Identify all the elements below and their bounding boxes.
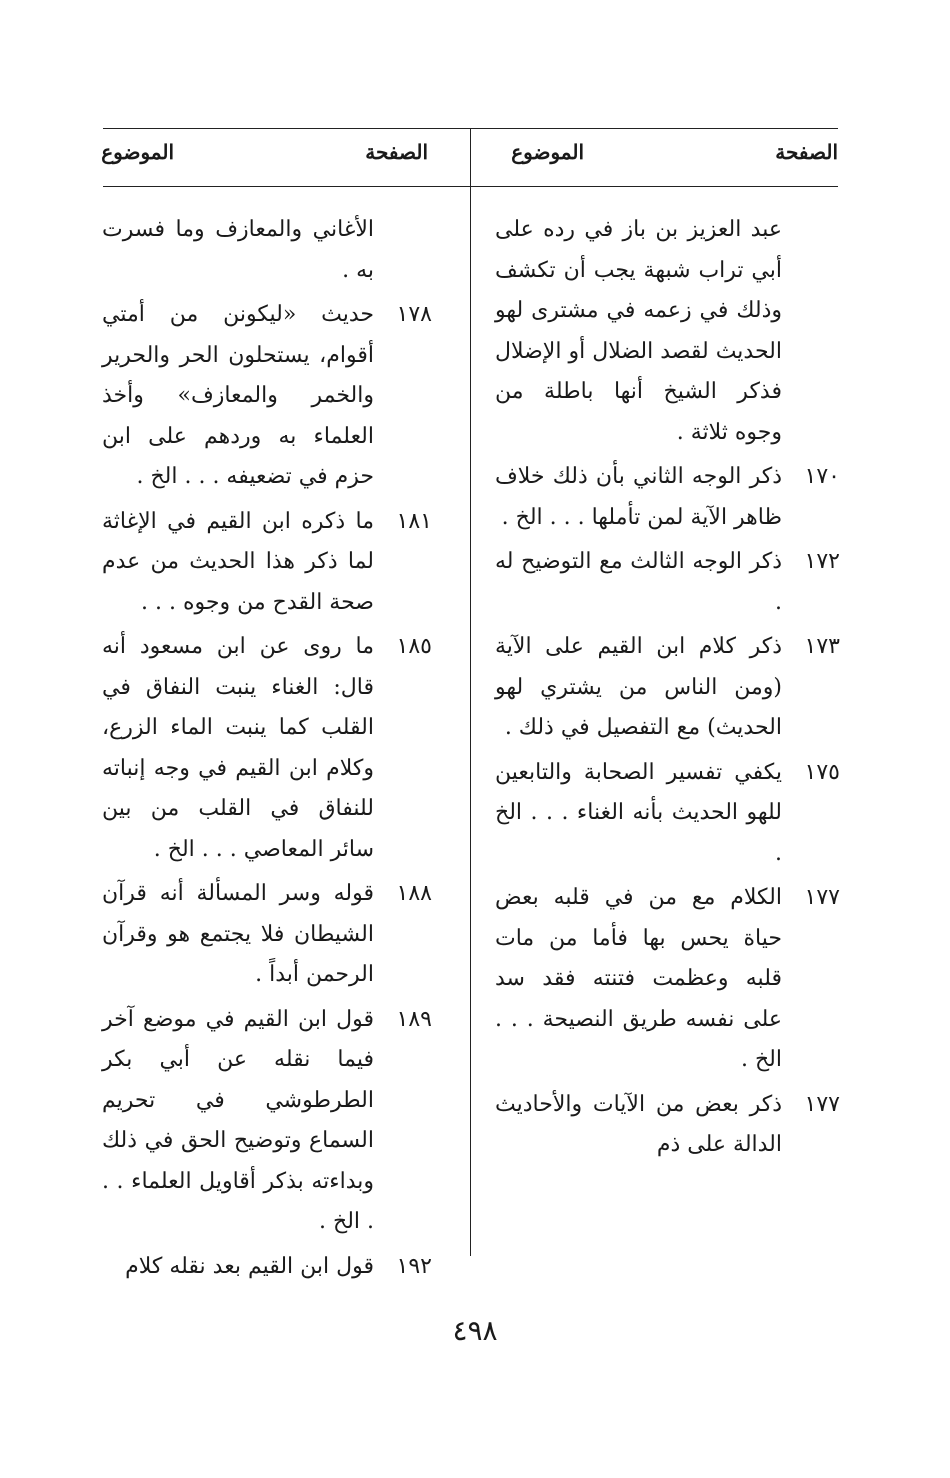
entry-topic-text: ما روى عن ابن مسعود أنه قال: الغناء ينبت النفاق في القلب كما ينبت الماء الزرع، وكلام ابن القيم في وجه إنباته للنفاق في القلب من بين سائر المعاصي . . . الخ . <box>102 634 374 862</box>
right-column <box>495 210 840 1170</box>
index-entry <box>102 874 432 996</box>
index-entry <box>102 1000 432 1243</box>
index-entry <box>495 210 840 453</box>
index-entry <box>495 753 840 875</box>
column-divider <box>470 128 471 1256</box>
right-page-heading: الصفحة <box>775 140 838 164</box>
index-entry <box>102 627 432 870</box>
entry-topic-text: يكفي تفسير الصحابة والتابعين للهو الحديث بأنه الغناء . . . الخ . <box>495 759 782 866</box>
entry-page-number <box>374 210 432 291</box>
index-entry <box>495 878 840 1081</box>
entry-topic-text: ذكر بعض من الآيات والأحاديث الدالة على ذم <box>495 1091 782 1157</box>
entry-topic-text: قول ابن القيم بعد نقله كلام <box>125 1253 374 1279</box>
index-entry <box>495 1085 840 1166</box>
entry-topic-text: الكلام مع من في قلبه بعض حياة يحس بها فأما من مات قلبه وعظمت فتنته فقد سد على نفسه طريق النصيحة . . . الخ . <box>495 885 782 1072</box>
right-topic-heading: الموضوع <box>511 140 584 164</box>
entry-topic-text: ما ذكره ابن القيم في الإغاثة لما ذكر هذا الحديث من عدم صحة القدح من وجوه . . . <box>102 508 374 615</box>
entry-page-number: ١٧٨ <box>396 302 432 327</box>
entry-page-number: ١٧٢ <box>804 549 840 574</box>
entry-page-number: ١٧٧ <box>804 1091 840 1117</box>
entry-page-number: ١٧٠ <box>804 464 840 489</box>
entry-page-number: ١٧٣ <box>804 634 840 659</box>
index-entry <box>495 542 840 623</box>
left-page-heading: الصفحة <box>365 140 428 164</box>
index-entry <box>102 1247 432 1288</box>
entry-page-number: ١٩٢ <box>396 1253 432 1279</box>
left-column <box>102 210 432 1291</box>
index-entry <box>102 210 432 291</box>
entry-topic-text: ذكر كلام ابن القيم على الآية (ومن الناس من يشتري لهو الحديث) مع التفصيل في ذلك . <box>495 634 782 740</box>
index-entry <box>495 627 840 749</box>
index-entry <box>102 502 432 624</box>
entry-page-number: ١٨٥ <box>396 634 432 659</box>
index-entry <box>102 295 432 498</box>
entry-topic-text: ذكر الوجه الثاني بأن ذلك خلاف ظاهر الآية لمن تأملها . . . الخ . <box>495 464 782 530</box>
entry-page-number: ١٨٨ <box>396 881 432 906</box>
index-entry <box>495 457 840 538</box>
entry-topic-text: عبد العزيز بن باز في رده على أبي تراب شبهة يجب أن تكشف وذلك في زعمه في مشترى لهو الحديث لقصد الضلال أو الإضلال فذكر الشيخ أنها باطلة من وجوه ثلاثة . <box>495 217 782 445</box>
entry-page-number <box>782 210 840 453</box>
entry-page-number: ١٧٧ <box>804 885 840 910</box>
entry-topic-text: حديث «ليكونن من أمتي أقوام، يستحلون الحر والحرير والخمر والمعازف» وأخذ العلماء به وردهم على ابن حزم في تضعيفه . . . الخ . <box>102 302 374 489</box>
entry-topic-text: ذكر الوجه الثالث مع التوضيح له . <box>495 549 782 615</box>
entry-topic-text: قوله وسر المسألة أنه قرآن الشيطان فلا يجتمع هو وقرآن الرحمن أبداً . <box>102 881 374 987</box>
page-number: ٤٩٨ <box>452 1314 498 1347</box>
entry-page-number: ١٨٩ <box>396 1006 432 1032</box>
entry-page-number: ١٨١ <box>396 508 432 534</box>
left-topic-heading: الموضوع <box>101 140 174 164</box>
entry-topic-text: الأغاني والمعازف وما فسرت به . <box>102 217 374 283</box>
entry-page-number: ١٧٥ <box>804 759 840 785</box>
entry-topic-text: قول ابن القيم في موضع آخر فيما نقله عن أبي بكر الطرطوشي في تحريم السماع وتوضيح الحق في ذلك وبداءته بذكر أقاويل العلماء . . . الخ . <box>102 1006 374 1234</box>
